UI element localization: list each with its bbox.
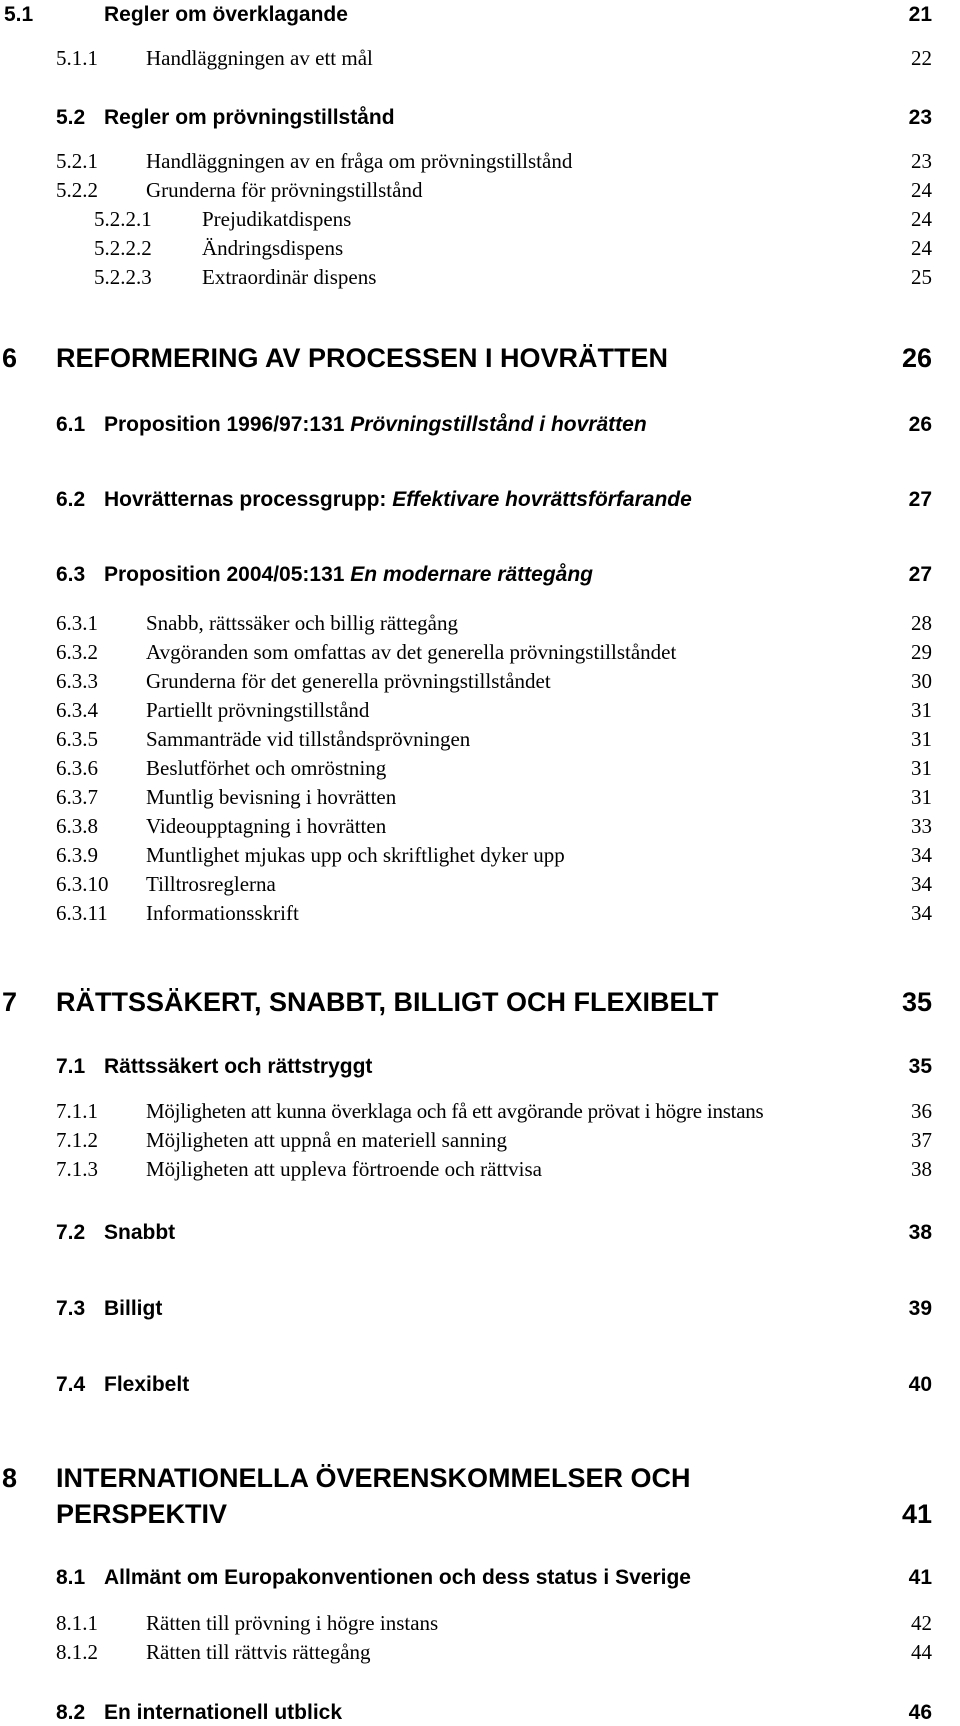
toc-page: 31 (911, 698, 932, 722)
toc-number: 6.3.10 (56, 872, 109, 896)
toc-title: Prejudikatdispens (202, 207, 352, 231)
toc-page: 36 (911, 1099, 932, 1123)
toc-title-plain: Proposition 2004/05:131 (104, 563, 351, 586)
toc-page: 34 (911, 872, 932, 896)
toc-page: 41 (901, 1499, 932, 1529)
toc-title: Flexibelt (104, 1373, 190, 1396)
toc-number: 5.2.2.1 (94, 207, 152, 231)
toc-page: 42 (911, 1611, 932, 1635)
toc-page: 29 (911, 640, 932, 664)
toc-number: 5.2.2 (56, 178, 98, 202)
toc-number: 6.3.9 (56, 843, 98, 867)
toc-page: 23 (911, 149, 932, 173)
toc-number: 5.1.1 (56, 46, 98, 70)
toc-title: Avgöranden som omfattas av det generella prövningstillståndet (146, 640, 677, 664)
toc-title: Regler om överklagande (104, 3, 348, 26)
toc-number: 7.2 (56, 1221, 86, 1244)
toc-page: 38 (908, 1221, 932, 1244)
toc-number: 7.1.1 (56, 1099, 98, 1123)
toc-page: 27 (908, 563, 932, 586)
toc-page: 26 (908, 413, 932, 436)
toc-page: 23 (908, 106, 932, 129)
toc-page: 46 (908, 1701, 932, 1724)
toc-title: Möjligheten att kunna överklaga och få ett avgörande prövat i högre instans (146, 1099, 764, 1123)
toc-page: 30 (911, 669, 932, 693)
toc-number: 6.3.1 (56, 611, 98, 635)
toc-number: 6.3.5 (56, 727, 98, 751)
toc-number: 6.3.7 (56, 785, 98, 809)
toc-number: 6.2 (56, 488, 86, 511)
toc-title: Partiellt prövningstillstånd (146, 698, 370, 722)
toc-title: Tilltrosreglerna (146, 872, 276, 896)
toc-title: Möjligheten att uppleva förtroende och rättvisa (146, 1157, 542, 1181)
toc-title: Handläggningen av ett mål (146, 46, 373, 70)
toc-page: 24 (911, 178, 932, 202)
toc-title: Rättssäkert och rättstryggt (104, 1055, 373, 1078)
toc-page: 22 (911, 46, 932, 70)
toc-page: 39 (908, 1297, 932, 1320)
toc-title-italic: Prövningstillstånd i hovrätten (350, 413, 647, 436)
toc-page: 24 (911, 207, 932, 231)
toc-title (104, 564, 593, 585)
toc-page: 25 (911, 265, 932, 289)
toc-title: Ändringsdispens (202, 236, 344, 260)
toc-page: 21 (908, 3, 932, 26)
toc-page: 24 (911, 236, 932, 260)
toc-title: RÄTTSSÄKERT, SNABBT, BILLIGT OCH FLEXIBELT (56, 987, 719, 1017)
toc-number: 7 (2, 987, 18, 1017)
toc-title: Muntlighet mjukas upp och skriftlighet dyker upp (146, 843, 565, 867)
toc-number: 6.3.11 (56, 901, 108, 925)
toc-number: 7.1 (56, 1055, 86, 1078)
toc-number: 6 (2, 343, 18, 373)
toc-number: 8 (2, 1463, 18, 1493)
toc-number: 5.2.2.2 (94, 236, 152, 260)
toc-page: 35 (908, 1055, 932, 1078)
toc-title-line2: PERSPEKTIV (56, 1499, 228, 1529)
toc-title: Billigt (104, 1297, 163, 1320)
toc-number: 6.3.2 (56, 640, 98, 664)
toc-title: Muntlig bevisning i hovrätten (146, 785, 397, 809)
toc-page: 34 (911, 901, 932, 925)
toc-number: 8.1.1 (56, 1611, 98, 1635)
toc-page: 28 (911, 611, 932, 635)
toc-number: 8.1.2 (56, 1640, 98, 1664)
toc-number: 5.2 (56, 106, 86, 129)
toc-page: 33 (911, 814, 932, 838)
toc-page: 38 (911, 1157, 932, 1181)
toc-title: Sammanträde vid tillståndsprövningen (146, 727, 471, 751)
toc-number: 8.2 (56, 1701, 86, 1724)
toc-title-plain: Hovrätternas processgrupp: (104, 488, 393, 511)
toc-number: 6.3.4 (56, 698, 98, 722)
toc-number: 6.3 (56, 563, 86, 586)
toc-number: 7.4 (56, 1373, 86, 1396)
toc-page: 37 (911, 1128, 932, 1152)
toc-number: 5.2.2.3 (94, 265, 152, 289)
toc-title: Möjligheten att uppnå en materiell sanning (146, 1128, 507, 1152)
toc-number: 8.1 (56, 1566, 86, 1589)
toc-title: Snabb, rättssäker och billig rättegång (146, 611, 458, 635)
toc-title: Beslutförhet och omröstning (146, 756, 387, 780)
toc-number: 5.2.1 (56, 149, 98, 173)
toc-title: Handläggningen av en fråga om prövningstillstånd (146, 149, 573, 173)
toc-number: 5.1 (4, 3, 34, 26)
toc-title: Rätten till prövning i högre instans (146, 1611, 439, 1635)
toc-title: REFORMERING AV PROCESSEN I HOVRÄTTEN (56, 343, 669, 373)
toc-page: 34 (911, 843, 932, 867)
toc-title: Snabbt (104, 1221, 176, 1244)
toc-number: 7.3 (56, 1297, 86, 1320)
toc-number: 6.3.8 (56, 814, 98, 838)
toc-title: Rätten till rättvis rättegång (146, 1640, 371, 1664)
toc-title-italic: Effektivare hovrättsförfarande (392, 488, 692, 511)
toc-number: 6.3.6 (56, 756, 98, 780)
toc-number: 6.1 (56, 413, 86, 436)
toc-title (104, 414, 647, 435)
toc-title: Grunderna för det generella prövningstillståndet (146, 669, 551, 693)
toc-title-plain: Proposition 1996/97:131 (104, 413, 351, 436)
toc-title: Allmänt om Europakonventionen och dess status i Sverige (104, 1566, 691, 1589)
toc-page: 41 (908, 1566, 932, 1589)
toc-page: 27 (908, 488, 932, 511)
toc-page: 35 (901, 987, 932, 1017)
toc-title: Informationsskrift (146, 901, 299, 925)
toc-title-italic: En modernare rättegång (350, 563, 594, 586)
toc-title: En internationell utblick (104, 1701, 343, 1724)
toc-title: INTERNATIONELLA ÖVERENSKOMMELSER OCH (56, 1463, 691, 1493)
toc-title: Regler om prövningstillstånd (104, 106, 395, 129)
toc-title (104, 489, 692, 510)
toc-page: 26 (901, 343, 932, 373)
toc-number: 7.1.3 (56, 1157, 98, 1181)
toc-title: Videoupptagning i hovrätten (146, 814, 387, 838)
toc-page: 31 (911, 727, 932, 751)
toc-page: 40 (908, 1373, 932, 1396)
toc-title: Extraordinär dispens (202, 265, 377, 289)
toc-page: 44 (911, 1640, 932, 1664)
toc-title: Grunderna för prövningstillstånd (146, 178, 423, 202)
toc-page: 31 (911, 785, 932, 809)
toc-number: 6.3.3 (56, 669, 98, 693)
toc-page: 31 (911, 756, 932, 780)
toc-number: 7.1.2 (56, 1128, 98, 1152)
